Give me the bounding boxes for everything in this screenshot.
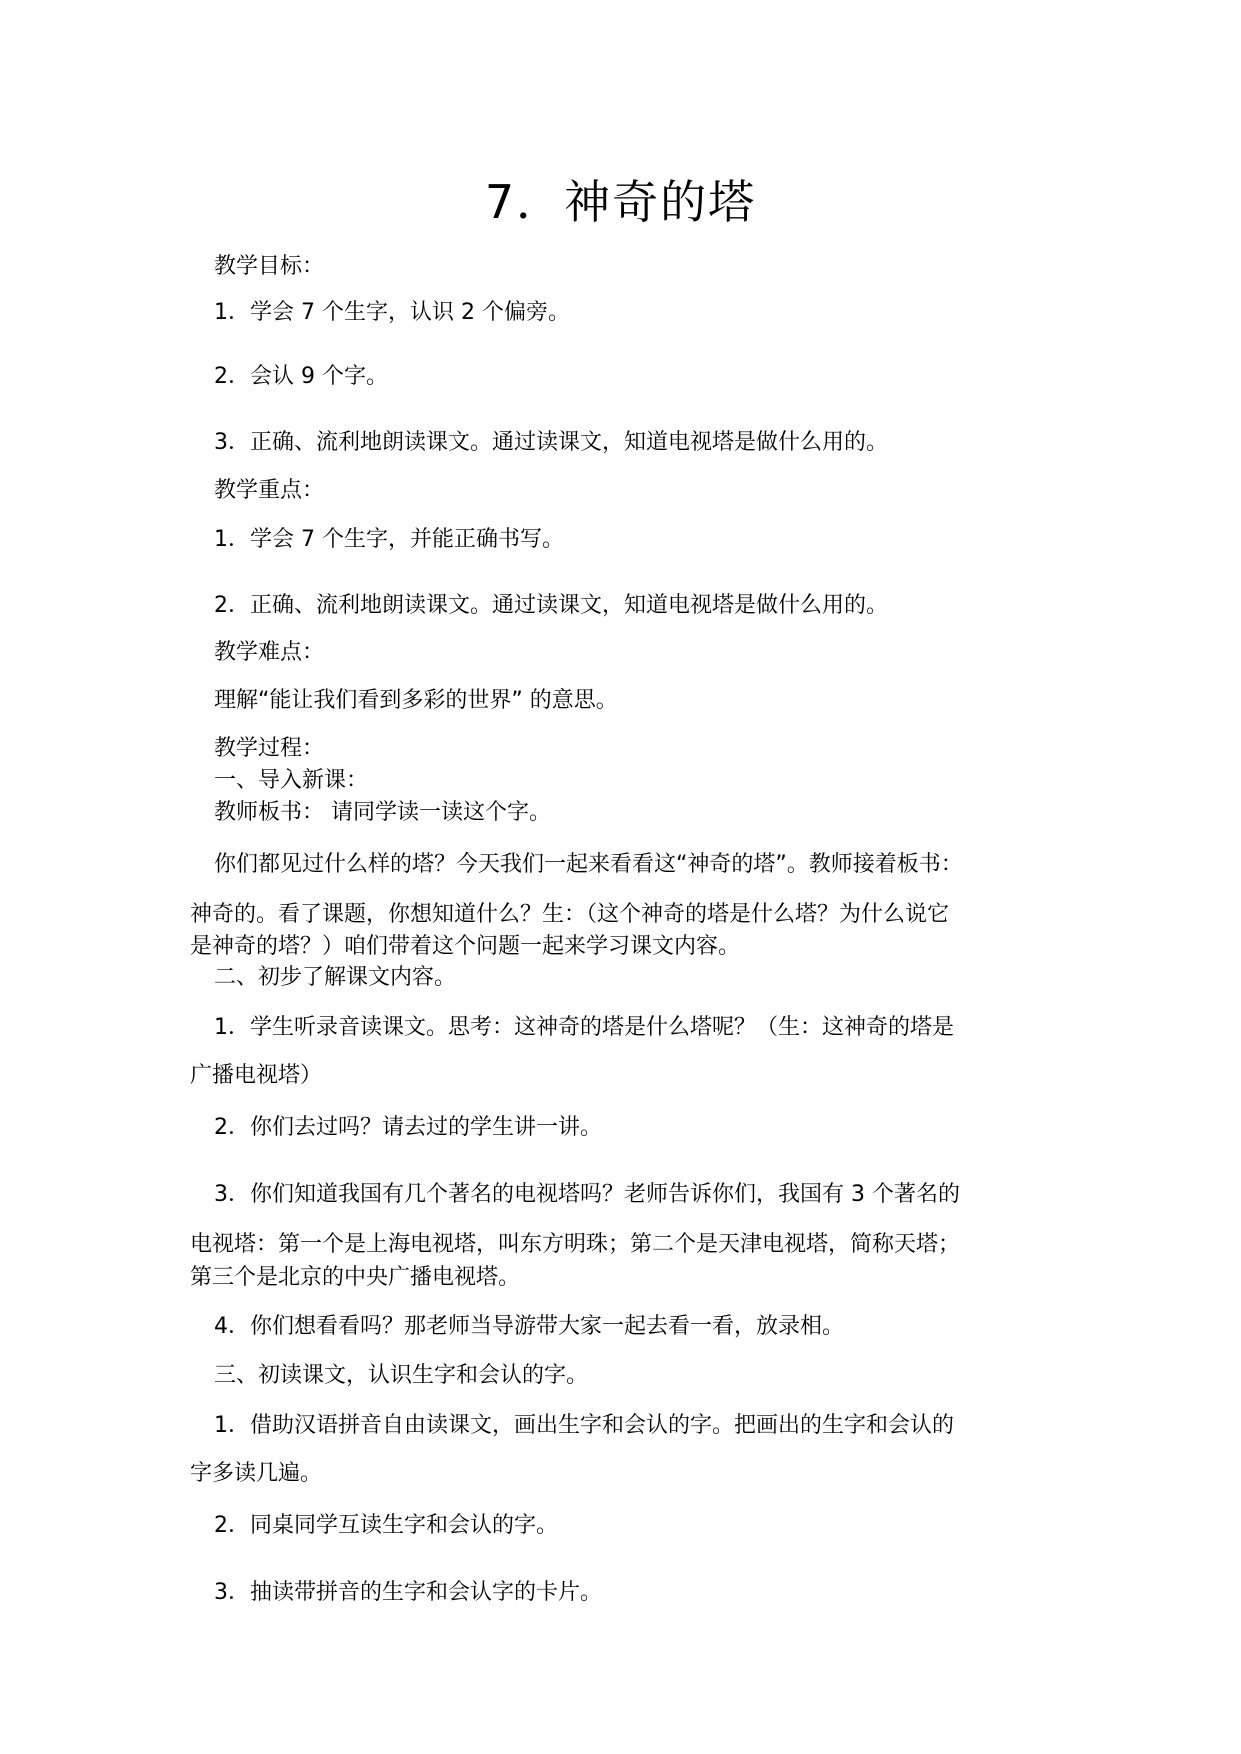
paragraph-line: 神奇的。看了课题，你想知道什么？生：（这个神奇的塔是什么塔？为什么说它 bbox=[190, 902, 950, 927]
board-writing-line: 教师板书： 请同学读一读这个字。 bbox=[214, 800, 551, 825]
objective-item-1: 1．学会 7 个生字，认识 2 个偏旁。 bbox=[214, 300, 570, 325]
difficulty-item: 理解“能让我们看到多彩的世界” 的意思。 bbox=[214, 688, 618, 713]
list-item-line: 3．你们知道我国有几个著名的电视塔吗？老师告诉你们，我国有 3 个著名的 bbox=[214, 1182, 960, 1207]
objective-item-3: 3．正确、流利地朗读课文。通过读课文，知道电视塔是做什么用的。 bbox=[214, 430, 888, 455]
list-item-line: 电视塔：第一个是上海电视塔，叫东方明珠；第二个是天津电视塔，简称天塔； bbox=[190, 1232, 961, 1257]
section-heading-objectives: 教学目标： bbox=[214, 254, 325, 279]
list-item-line: 2．同桌同学互读生字和会认的字。 bbox=[214, 1513, 558, 1538]
list-item-line: 第三个是北京的中央广播电视塔。 bbox=[190, 1265, 521, 1290]
paragraph-line: 是神奇的塔？）咱们带着这个问题一起来学习课文内容。 bbox=[190, 934, 741, 959]
step-heading-3: 三、初读课文，认识生字和会认的字。 bbox=[214, 1363, 589, 1388]
list-item-line: 1．借助汉语拼音自由读课文，画出生字和会认的字。把画出的生字和会认的 bbox=[214, 1413, 954, 1438]
key-point-item-1: 1．学会 7 个生字，并能正确书写。 bbox=[214, 527, 564, 552]
list-item-line: 2．你们去过吗？请去过的学生讲一讲。 bbox=[214, 1115, 602, 1140]
section-heading-difficulties: 教学难点： bbox=[214, 640, 325, 665]
step-heading-2: 二、初步了解课文内容。 bbox=[214, 965, 457, 990]
list-item-line: 4．你们想看看吗？那老师当导游带大家一起去看一看，放录相。 bbox=[214, 1314, 844, 1339]
list-item-line: 广播电视塔） bbox=[190, 1063, 323, 1088]
list-item-line: 3．抽读带拼音的生字和会认字的卡片。 bbox=[214, 1580, 602, 1605]
document-title: 7．神奇的塔 bbox=[484, 175, 757, 229]
list-item-line: 字多读几遍。 bbox=[190, 1461, 323, 1486]
list-item-line: 1．学生听录音读课文。思考：这神奇的塔是什么塔呢？（生：这神奇的塔是 bbox=[214, 1015, 954, 1040]
section-heading-key-points: 教学重点： bbox=[214, 478, 325, 503]
section-heading-process: 教学过程： bbox=[214, 736, 325, 761]
paragraph-line: 你们都见过什么样的塔？今天我们一起来看看这“神奇的塔”。教师接着板书： bbox=[214, 852, 963, 877]
step-heading-1: 一、导入新课： bbox=[214, 768, 369, 793]
objective-item-2: 2．会认 9 个字。 bbox=[214, 364, 388, 389]
key-point-item-2: 2．正确、流利地朗读课文。通过读课文，知道电视塔是做什么用的。 bbox=[214, 593, 888, 618]
